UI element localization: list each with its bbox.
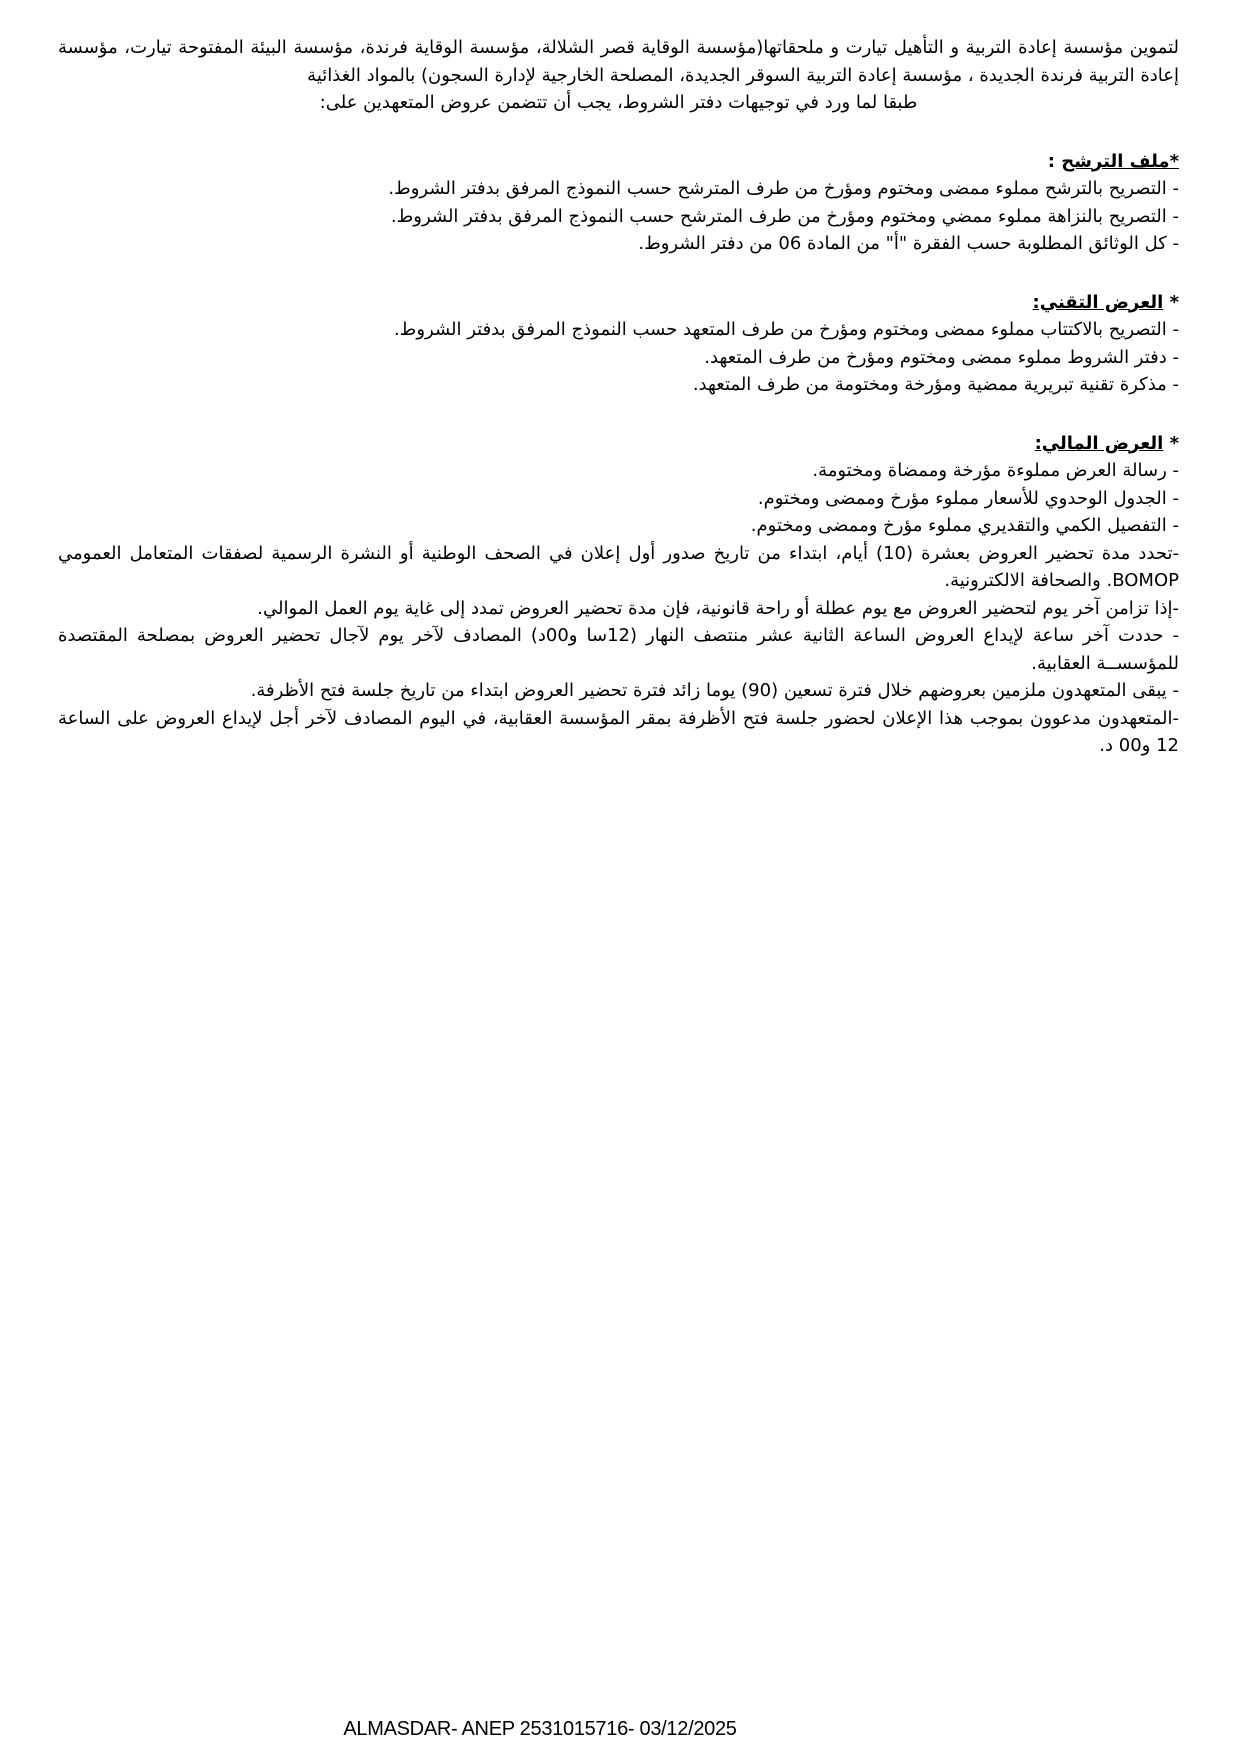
- section-title-text: العرض التقني:: [1032, 291, 1164, 313]
- footer-credit: ALMASDAR- ANEP 2531015716- 03/12/2025: [343, 1718, 737, 1740]
- list-item: - التصريح بالنزاهة مملوء ممضي ومختوم ومؤرخ من طرف المترشح حسب النموذج المرفق بدفتر الشروط.: [390, 205, 1179, 227]
- closing-paragraph-opening-session: -المتعهدون مدعوون بموجب هذا الإعلان لحضور جلسة فتح الأظرفة بمقر المؤسسة العقابية، في اليوم المصادف لآخر أجل لإيداع العروض على الساعة 12 و00 د.: [58, 707, 1179, 756]
- section-title-lead: *: [1163, 291, 1179, 313]
- list-item: - دفتر الشروط مملوء ممضى ومختوم ومؤرخ من طرف المتعهد.: [704, 346, 1179, 368]
- intro-directive-line: طبقا لما ورد في توجيهات دفتر الشروط، يجب أن تتضمن عروض المتعهدين على:: [319, 92, 918, 113]
- intro-paragraph: لتموين مؤسسة إعادة التربية و التأهيل تيارت و ملحقاتها(مؤسسة الوقاية قصر الشلالة، مؤسسة الوقاية فرندة، مؤسسة البيئة المفتوحة تيارت، مؤسسة إعادة التربية فرندة الجديدة ، مؤسسة إعادة التربية السوقر الجديدة، المصلحة الخارجية لإدارة السجون) بالمواد الغذائية: [58, 37, 1179, 86]
- list-item: - رسالة العرض مملوءة مؤرخة وممضاة ومختومة.: [812, 460, 1179, 481]
- closing-paragraph-preparation-period: -تحدد مدة تحضير العروض بعشرة (10) أيام، ابتداء من تاريخ صدور أول إعلان في الصحف الوطنية أو النشرة الرسمية لصفقات المتعامل العمومي BOMOP. والصحافة الالكترونية.: [58, 542, 1179, 591]
- list-item: - التصريح بالاكتتاب مملوء ممضى ومختوم ومؤرخ من طرف المتعهد حسب النموذج المرفق بدفتر الشروط.: [393, 319, 1179, 340]
- section-title-lead: *: [1163, 432, 1179, 454]
- section-title-technical-offer: [58, 289, 1179, 317]
- closing-paragraph-holiday-extension: -إذا تزامن آخر يوم لتحضير العروض مع يوم عطلة أو راحة قانونية، فإن مدة تحضير العروض تمدد إلى غاية يوم العمل الموالي.: [257, 597, 1179, 619]
- list-item: - مذكرة تقنية تبريرية ممضية ومؤرخة ومختومة من طرف المتعهد.: [692, 374, 1179, 395]
- section-title-candidacy-file: [58, 148, 1179, 176]
- list-item: - التصريح بالترشح مملوء ممضى ومختوم ومؤرخ من طرف المترشح حسب النموذج المرفق بدفتر الشروط.: [388, 178, 1179, 199]
- closing-paragraph-deposit-deadline: - حددت آخر ساعة لإيداع العروض الساعة الثانية عشر منتصف النهار (12سا و00د) المصادف لآخر يوم لآجال تحضير العروض بمصلحة المقتصدة للمؤسســة العقابية.: [58, 625, 1179, 674]
- closing-paragraph-offer-validity: - يبقى المتعهدون ملزمين بعروضهم خلال فترة تسعين (90) يوما زائد فترة تحضير العروض ابتداء من تاريخ جلسة فتح الأظرفة.: [250, 680, 1179, 701]
- section-title-financial-offer: [58, 430, 1179, 458]
- section-title-text: العرض المالي:: [1034, 432, 1164, 454]
- list-item: - التفصيل الكمي والتقديري مملوء مؤرخ وممضى ومختوم.: [750, 515, 1179, 536]
- section-title-text: *ملف الترشح: [1061, 150, 1179, 172]
- list-item: - الجدول الوحدوي للأسعار مملوء مؤرخ وممضى ومختوم.: [757, 487, 1179, 509]
- section-title-trail: :: [1047, 150, 1062, 172]
- list-item: - كل الوثائق المطلوبة حسب الفقرة "أ" من المادة 06 من دفتر الشروط.: [638, 233, 1179, 254]
- document-body: [0, 0, 1241, 760]
